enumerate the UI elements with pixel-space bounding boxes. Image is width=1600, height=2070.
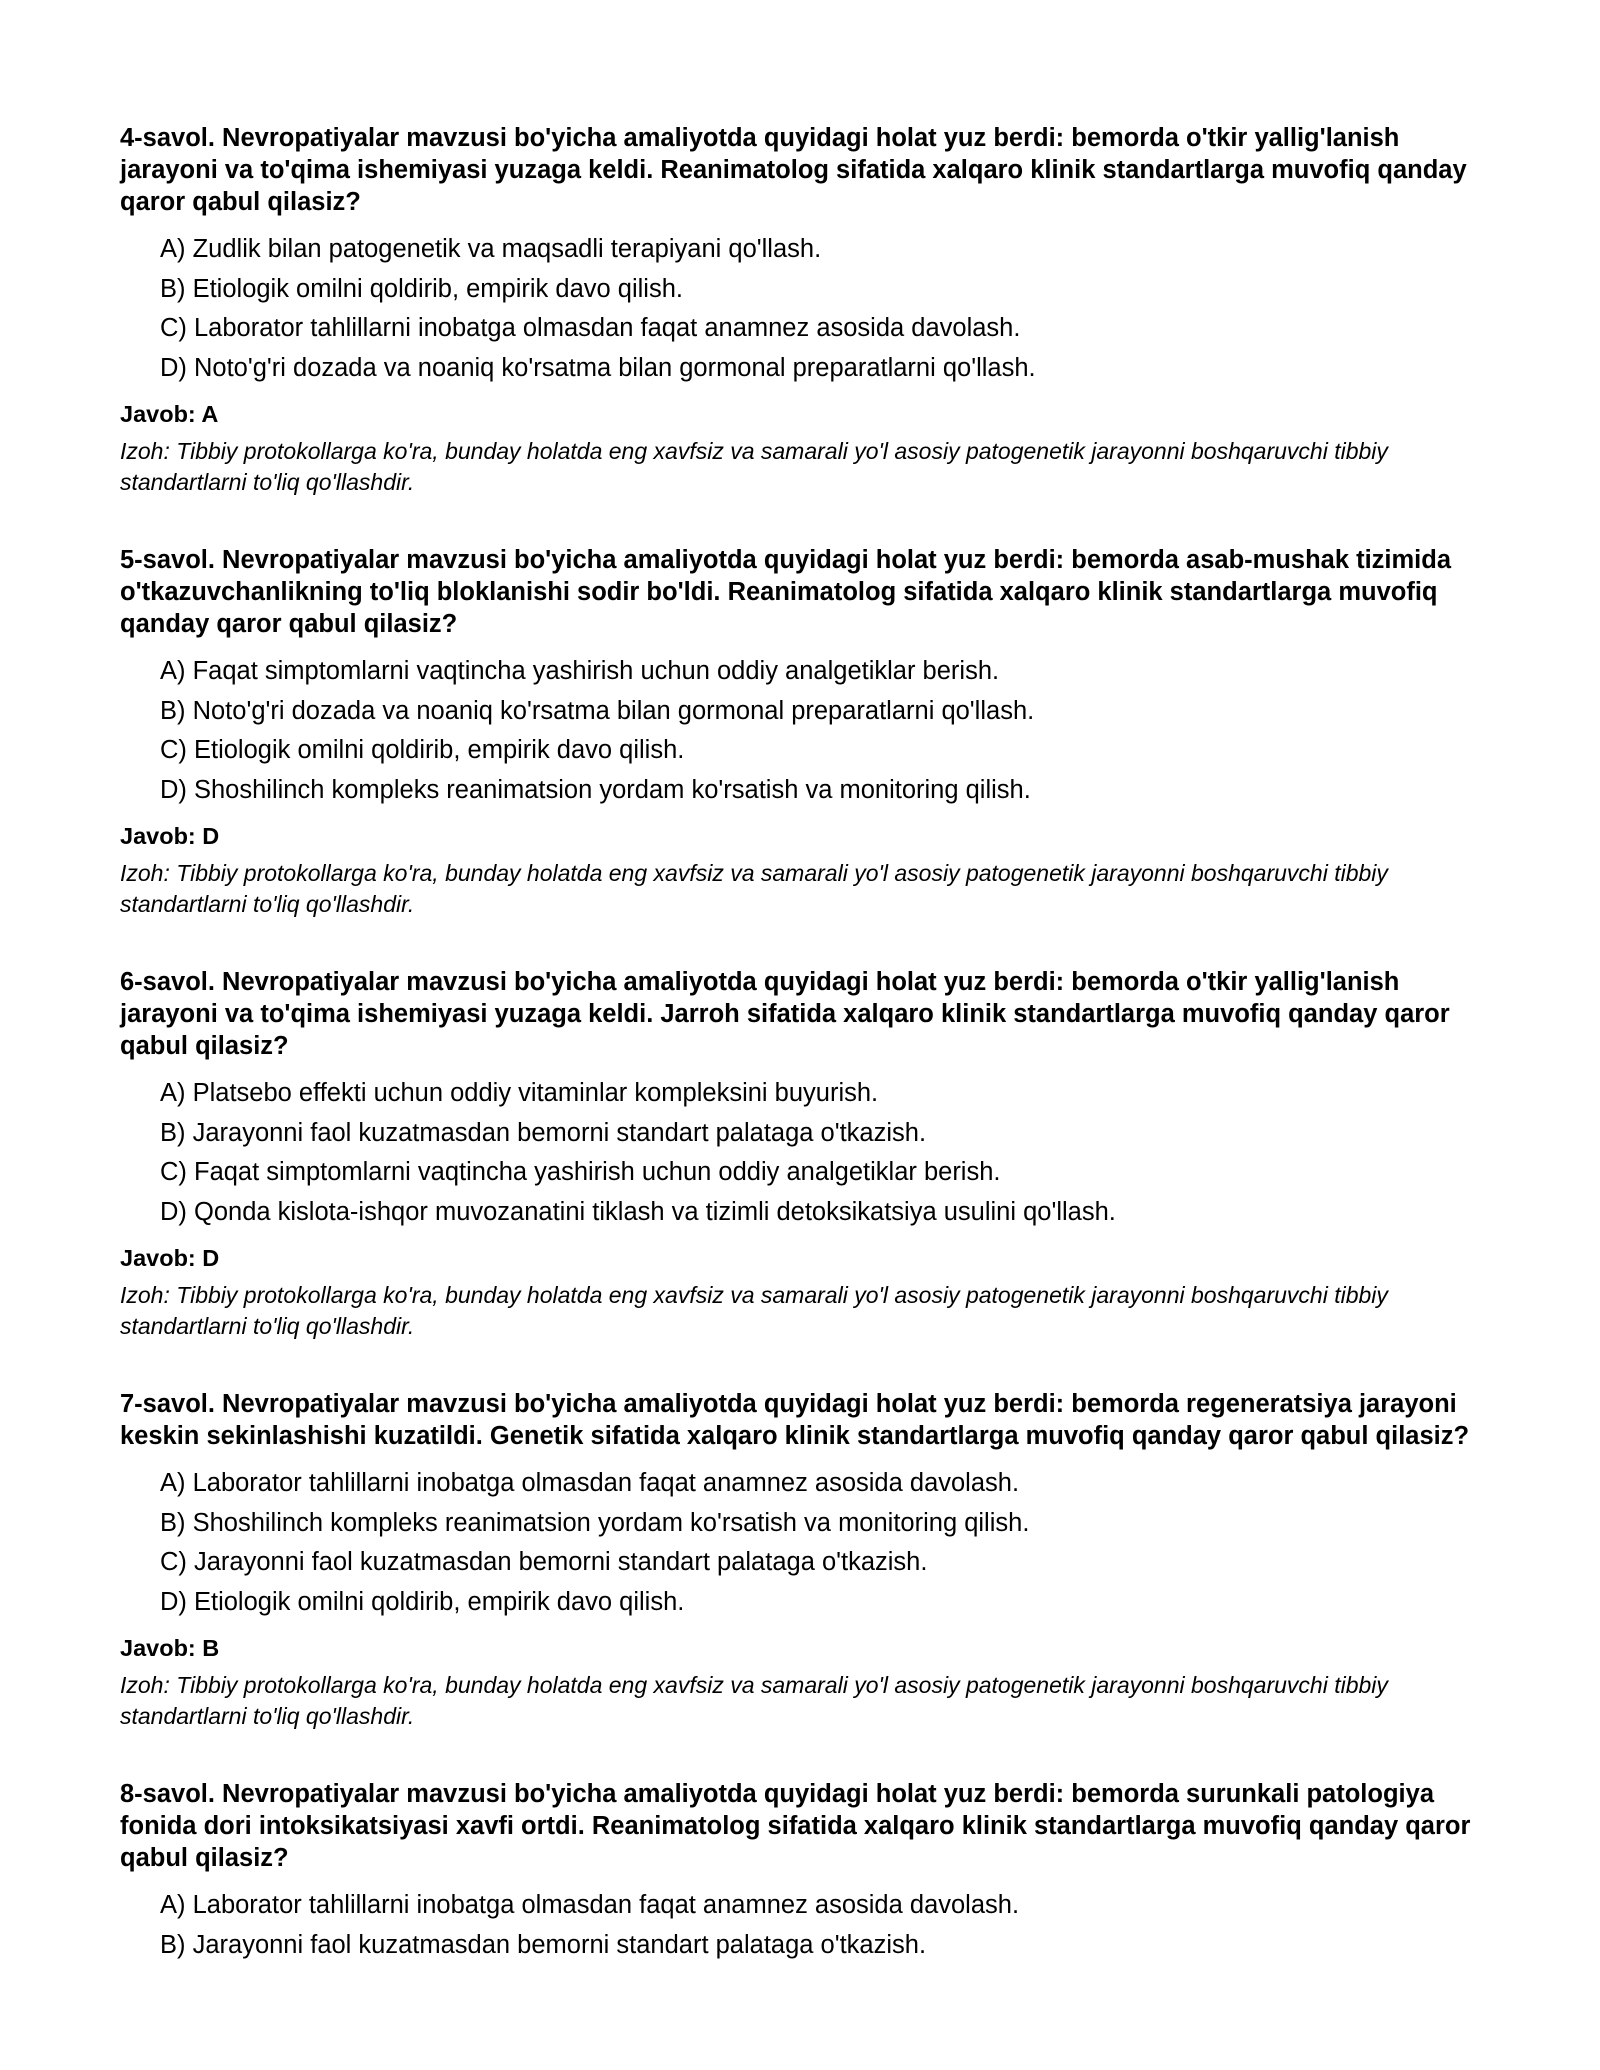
explanation-note: Izoh: Tibbiy protokollarga ko'ra, bunday holatda eng xavfsiz va samarali yo'l asosiy patogenetik jarayonni boshqaruvchi tibbiy standartlarni to'liq qo'llashdir. [120, 1282, 1388, 1339]
answer-label: Javob: B [120, 1635, 220, 1661]
option-d: D) Shoshilinch kompleks reanimatsion yordam ko'rsatish va monitoring qilish. [160, 775, 1031, 804]
options-list [120, 1886, 1500, 1965]
option-d: D) Noto'g'ri dozada va noaniq ko'rsatma bilan gormonal preparatlarni qo'llash. [160, 353, 1036, 382]
question-8 [120, 1778, 1500, 1965]
option-b: B) Jarayonni faol kuzatmasdan bemorni standart palataga o'tkazish. [160, 1930, 927, 1959]
option-c: C) Faqat simptomlarni vaqtincha yashirish uchun oddiy analgetiklar berish. [160, 1158, 1001, 1186]
option-a: A) Laborator tahlillarni inobatga olmasdan faqat anamnez asosida davolash. [160, 1891, 1020, 1919]
answer-label: Javob: D [120, 823, 220, 849]
option-d: D) Etiologik omilni qoldirib, empirik davo qilish. [160, 1587, 685, 1616]
answer-label: Javob: D [120, 1245, 220, 1271]
question-title: 7-savol. Nevropatiyalar mavzusi bo'yicha amaliyotda quyidagi holat yuz berdi: bemorda regeneratsiya jarayoni keskin sekinlashishi kuzatildi. Genetik sifatida xalqaro klinik standartlarga muvofiq qanday qaror qabul qilasiz? [120, 1390, 1470, 1450]
option-a: A) Faqat simptomlarni vaqtincha yashirish uchun oddiy analgetiklar berish. [160, 657, 1000, 685]
option-b: B) Jarayonni faol kuzatmasdan bemorni standart palataga o'tkazish. [160, 1118, 927, 1147]
question-4 [120, 122, 1500, 498]
option-a: A) Zudlik bilan patogenetik va maqsadli terapiyani qo'llash. [160, 235, 822, 263]
option-b: B) Etiologik omilni qoldirib, empirik davo qilish. [160, 274, 683, 303]
question-7 [120, 1388, 1500, 1732]
option-d: D) Qonda kislota-ishqor muvozanatini tiklash va tizimli detoksikatsiya usulini qo'llash. [160, 1197, 1116, 1226]
question-title: 6-savol. Nevropatiyalar mavzusi bo'yicha amaliyotda quyidagi holat yuz berdi: bemorda o'tkir yallig'lanish jarayoni va to'qima ishemiyasi yuzaga keldi. Jarroh sifatida xalqaro klinik standartlarga muvofiq qanday qaror qabul qilasiz? [120, 968, 1450, 1060]
answer-label: Javob: A [120, 401, 219, 427]
question-5 [120, 544, 1500, 920]
question-title: 4-savol. Nevropatiyalar mavzusi bo'yicha amaliyotda quyidagi holat yuz berdi: bemorda o'tkir yallig'lanish jarayoni va to'qima ishemiyasi yuzaga keldi. Reanimatolog sifatida xalqaro klinik standartlarga muvofiq qanday qaror qabul qilasiz? [120, 124, 1467, 216]
option-c: C) Jarayonni faol kuzatmasdan bemorni standart palataga o'tkazish. [160, 1548, 928, 1576]
explanation-note: Izoh: Tibbiy protokollarga ko'ra, bunday holatda eng xavfsiz va samarali yo'l asosiy patogenetik jarayonni boshqaruvchi tibbiy standartlarni to'liq qo'llashdir. [120, 438, 1388, 495]
question-6 [120, 966, 1500, 1342]
options-list [120, 1464, 1500, 1622]
explanation-note: Izoh: Tibbiy protokollarga ko'ra, bunday holatda eng xavfsiz va samarali yo'l asosiy patogenetik jarayonni boshqaruvchi tibbiy standartlarni to'liq qo'llashdir. [120, 1672, 1388, 1729]
option-a: A) Platsebo effekti uchun oddiy vitaminlar kompleksini buyurish. [160, 1079, 879, 1107]
question-title: 5-savol. Nevropatiyalar mavzusi bo'yicha amaliyotda quyidagi holat yuz berdi: bemorda asab-mushak tizimida o'tkazuvchanlikning to'liq bloklanishi sodir bo'ldi. Reanimatolog sifatida xalqaro klinik standartlarga muvofiq qanday qaror qabul qilasiz? [120, 546, 1452, 638]
option-b: B) Noto'g'ri dozada va noaniq ko'rsatma bilan gormonal preparatlarni qo'llash. [160, 696, 1035, 725]
option-b: B) Shoshilinch kompleks reanimatsion yordam ko'rsatish va monitoring qilish. [160, 1508, 1030, 1537]
explanation-note: Izoh: Tibbiy protokollarga ko'ra, bunday holatda eng xavfsiz va samarali yo'l asosiy patogenetik jarayonni boshqaruvchi tibbiy standartlarni to'liq qo'llashdir. [120, 860, 1388, 917]
option-c: C) Laborator tahlillarni inobatga olmasdan faqat anamnez asosida davolash. [160, 314, 1021, 342]
question-title: 8-savol. Nevropatiyalar mavzusi bo'yicha amaliyotda quyidagi holat yuz berdi: bemorda surunkali patologiya fonida dori intoksikatsiyasi xavfi ortdi. Reanimatolog sifatida xalqaro klinik standartlarga muvofiq qanday qaror qabul qilasiz? [120, 1780, 1471, 1872]
option-c: C) Etiologik omilni qoldirib, empirik davo qilish. [160, 736, 685, 764]
options-list [120, 652, 1500, 810]
option-a: A) Laborator tahlillarni inobatga olmasdan faqat anamnez asosida davolash. [160, 1469, 1020, 1497]
options-list [120, 230, 1500, 388]
options-list [120, 1074, 1500, 1232]
document-page [120, 122, 1500, 2011]
